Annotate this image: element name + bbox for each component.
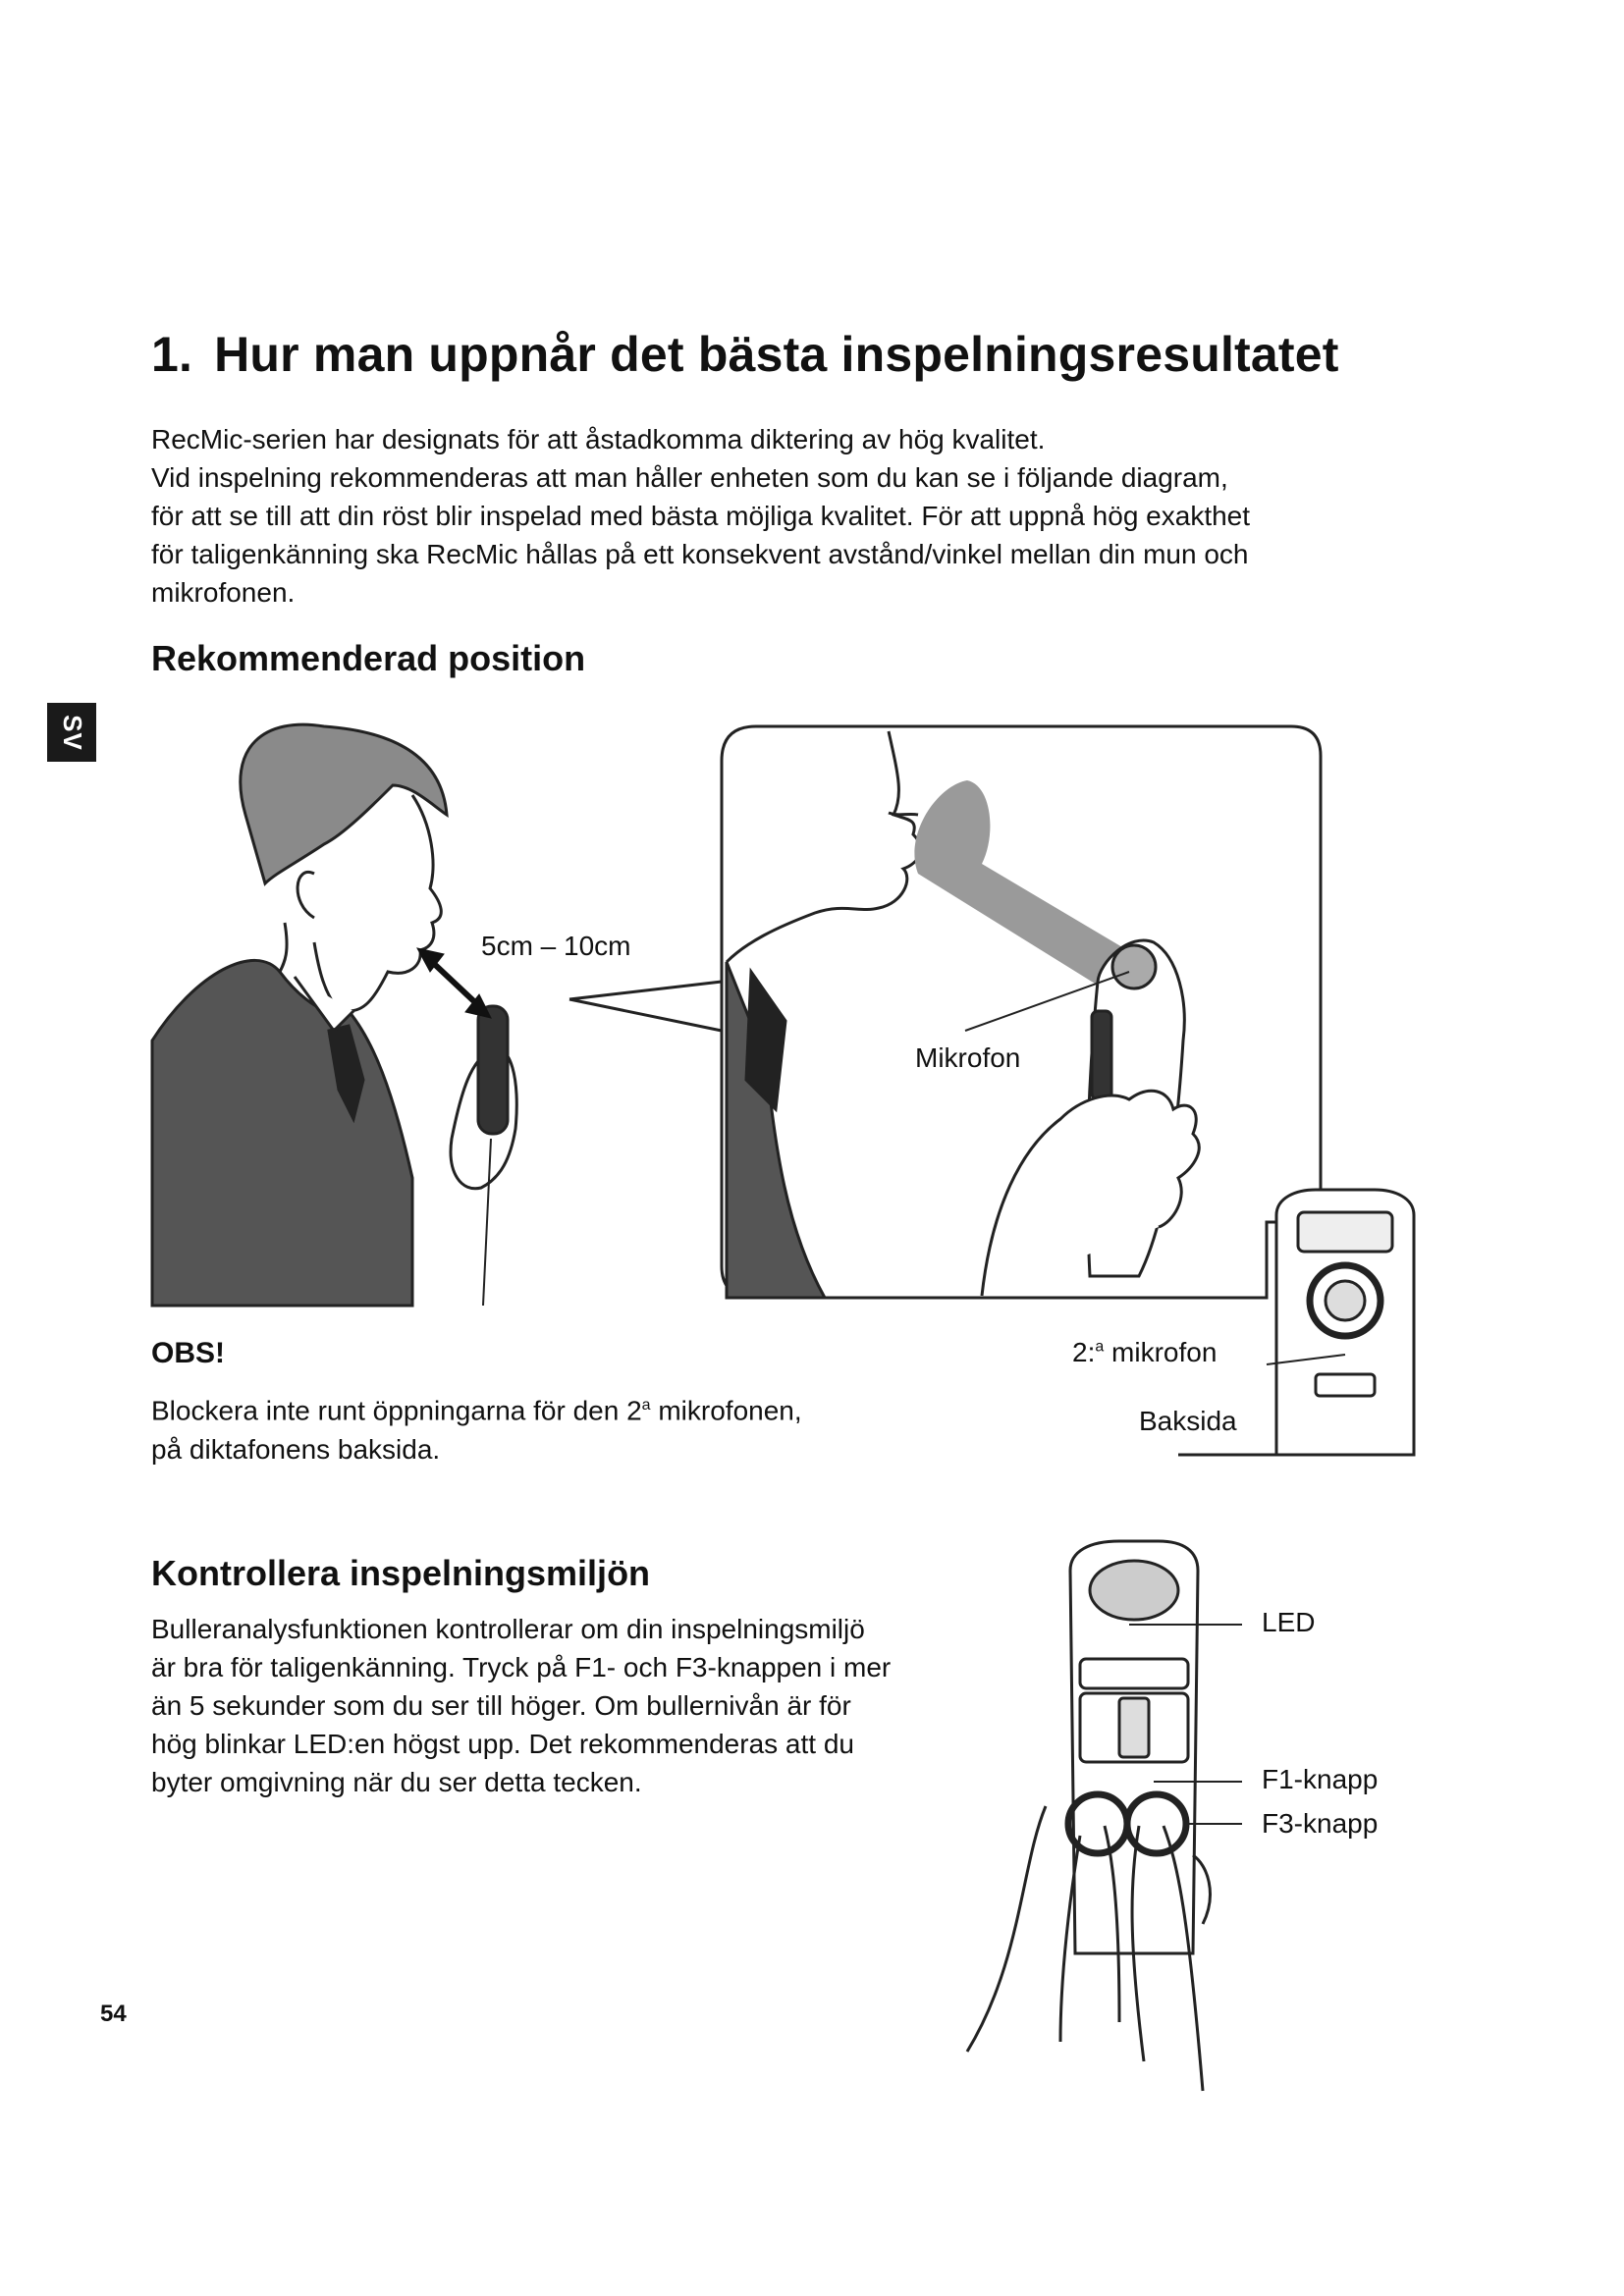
second-mic-label-sup: a — [1095, 1338, 1105, 1356]
obs-title: OBS! — [151, 1337, 225, 1369]
environment-paragraph — [151, 1610, 891, 1801]
intro-line: Vid inspelning rekommenderas att man håller enheten som du kan se i följande diagram, — [151, 462, 1228, 493]
environment-line: hög blinkar LED:en högst upp. Det rekommenderas att du — [151, 1729, 854, 1759]
heading-number: 1. — [151, 327, 193, 382]
led-label: LED — [1262, 1607, 1316, 1637]
distance-arrow — [417, 948, 491, 1018]
distance-label: 5cm – 10cm — [481, 931, 631, 961]
f1-button-label: F1-knapp — [1262, 1764, 1379, 1794]
heading-title: Hur man uppnår det bästa inspelningsresultatet — [214, 327, 1339, 382]
intro-line: RecMic-serien har designats för att åstadkomma diktering av hög kvalitet. — [151, 424, 1046, 454]
obs-line-1 — [151, 1386, 802, 1430]
language-tab-label: SV — [57, 714, 87, 751]
obs-line-1-pre: Blockera inte runt öppningarna för den 2 — [151, 1395, 642, 1426]
second-mic-label-suffix: mikrofon — [1104, 1337, 1218, 1367]
page-number: 54 — [100, 2001, 127, 2027]
page-heading — [151, 326, 1339, 383]
obs-line-1-sup: a — [641, 1397, 651, 1414]
environment-line: Bulleranalysfunktionen kontrollerar om din inspelningsmiljö — [151, 1614, 865, 1644]
second-mic-label — [1072, 1337, 1217, 1368]
obs-line-2: på diktafonens baksida. — [151, 1434, 441, 1466]
environment-line: än 5 sekunder som du ser till höger. Om bullernivån är för — [151, 1690, 851, 1721]
callout-pointer — [569, 982, 722, 1031]
intro-line: för att se till att din röst blir inspelad med bästa möjliga kvalitet. För att uppnå hög exakthet — [151, 501, 1251, 531]
back-side-label: Baksida — [1139, 1406, 1237, 1436]
obs-line-1-post: mikrofonen, — [650, 1395, 802, 1426]
environment-line: byter omgivning när du ser detta tecken. — [151, 1767, 642, 1797]
second-mic-label-prefix: 2: — [1072, 1337, 1096, 1367]
intro-line: mikrofonen. — [151, 577, 296, 608]
position-heading: Rekommenderad position — [151, 638, 586, 678]
obs-text — [151, 1386, 802, 1469]
microphone-label: Mikrofon — [915, 1042, 1021, 1073]
environment-heading: Kontrollera inspelningsmiljön — [151, 1553, 651, 1593]
intro-paragraph — [151, 420, 1359, 612]
intro-line: för taligenkänning ska RecMic hållas på ett konsekvent avstånd/vinkel mellan din mun och — [151, 539, 1249, 569]
environment-line: är bra för taligenkänning. Tryck på F1- och F3-knappen i mer — [151, 1652, 892, 1682]
env-device-illustration — [967, 1541, 1242, 2091]
f3-button-label: F3-knapp — [1262, 1808, 1379, 1839]
language-tab — [47, 703, 96, 762]
speaker-illustration — [152, 724, 516, 1306]
closeup-illustration — [722, 726, 1321, 1298]
